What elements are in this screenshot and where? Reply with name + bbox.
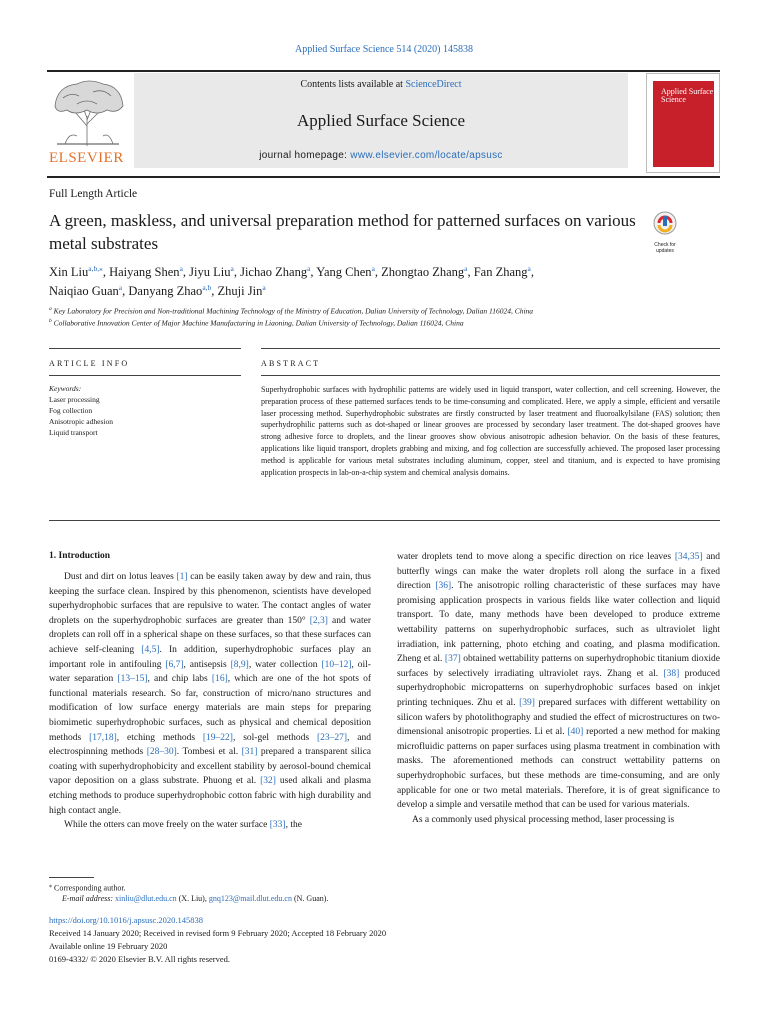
author-list: Xin Liu$^{a,b,⁎}$, Haiyang Shen$^a$, Jiyu Liu$^a$, Jichao Zhang$^a$, Yang Chen$^a$, Zhongtao Zhang$^a$, Fan Zhang$^a$, Naiqiao Guan$^a$, Danyang Zhao$^{a,b}$, Zhuji Jin$^a$ bbox=[49, 263, 534, 298]
citation-link[interactable]: [40] bbox=[567, 727, 584, 738]
copyright-line: 0169-4332/ © 2020 Elsevier B.V. All rights reserved. bbox=[49, 954, 231, 964]
citation-link[interactable]: [16] bbox=[211, 674, 228, 685]
citation-link[interactable]: [1] bbox=[176, 572, 188, 582]
asterisk-mark: ⁎ bbox=[49, 883, 52, 889]
email-link-guan[interactable]: gnq123@mail.dlut.edu.cn bbox=[208, 894, 292, 903]
keywords-label: Keywords: bbox=[49, 384, 82, 393]
citation-link[interactable]: [36] bbox=[435, 581, 452, 592]
author-name[interactable]: Haiyang Shen bbox=[109, 265, 180, 279]
abstract-rule bbox=[261, 375, 720, 376]
corresponding-text: Corresponding author. bbox=[54, 883, 126, 893]
body-column-left bbox=[49, 570, 371, 833]
author-affiliation-mark[interactable]: a bbox=[464, 263, 468, 273]
check-updates-icon bbox=[648, 210, 682, 238]
affiliation-b-text: Collaborative Innovation Center of Major Machine Manufacturing in Liaoning, Dalian University of Technology, Dalian 116024, China bbox=[53, 318, 464, 328]
journal-cover-thumbnail[interactable] bbox=[646, 73, 720, 173]
email-label: E-mail address: bbox=[62, 894, 116, 903]
citation-link[interactable]: [4,5] bbox=[141, 644, 160, 655]
citation-link[interactable]: [10–12] bbox=[321, 659, 352, 670]
citation-link[interactable]: [6,7] bbox=[165, 659, 184, 670]
author-name[interactable]: Naiqiao Guan bbox=[49, 284, 119, 298]
affiliation-b bbox=[49, 318, 719, 328]
body-paragraph: Dust and dirt on lotus leaves [1] can be easily taken away by dew and rain, thus keeping the surface clean. Inspired by this phenomenon, scientists have developed superhydrophobic surfaces that are repulsive to water. The contact angles of water droplets on the superhydrophobic surfaces are greater than 150° [2,3] and water droplets can roll off in a spherical shape on these surfaces, so that these surfaces can achieve self-cleaning [4,5]. In addition, superhydrophobic surfaces play an important role in antifouling [6,7], antisepsis [8,9], water collection [10–12], oil-water separation [13–15], and chip labs [16], which are one of the hot spots of functional materials research. So far, construction of micro/nano structures and modification of low surface energy materials are main steps for preparing biomimetic superhydrophobic surfaces, such as physical and chemical deposition methods [17,18], etching methods [19–22], sol-gel methods [23–27], and electrospinning methods [28–30]. Tombesi et al. [31] prepared a transparent silica coating with superhydrophobicity and excellent stability by aerosol-bound chemical vapor deposition on a glass substrate. Phuong et al. [32] used alkali and plasma etching methods to produce superhydrophobic cotton fabric with high durability and high contact angle. bbox=[49, 572, 372, 816]
citation-link[interactable]: [17,18] bbox=[89, 732, 117, 743]
journal-homepage-line bbox=[134, 150, 628, 161]
article-info-rule bbox=[49, 375, 241, 376]
affiliation-a-mark: a bbox=[49, 306, 52, 312]
author-name[interactable]: Xin Liu bbox=[49, 265, 89, 279]
homepage-prefix: journal homepage: bbox=[259, 150, 351, 161]
author-name[interactable]: Yang Chen bbox=[316, 265, 372, 279]
check-updates-label: Check for updates bbox=[654, 242, 676, 254]
article-info-rule-top bbox=[49, 348, 241, 349]
author-name[interactable]: Zhuji Jin bbox=[217, 284, 263, 298]
citation-link[interactable]: [19–22] bbox=[202, 732, 233, 743]
author-affiliation-mark[interactable]: a,b bbox=[202, 282, 212, 292]
header-top-rule bbox=[47, 70, 720, 72]
citation-link[interactable]: [13–15] bbox=[117, 674, 148, 685]
citation-link[interactable]: [2,3] bbox=[309, 615, 328, 626]
author-name[interactable]: Danyang Zhao bbox=[128, 284, 203, 298]
author-name[interactable]: Zhongtao Zhang bbox=[381, 265, 465, 279]
abstract-label: ABSTRACT bbox=[261, 359, 321, 368]
header-bottom-rule bbox=[47, 176, 720, 178]
journal-name: Applied Surface Science bbox=[296, 111, 466, 130]
homepage-link[interactable]: www.elsevier.com/locate/apsusc bbox=[350, 150, 503, 161]
author-affiliation-mark[interactable]: a bbox=[307, 263, 311, 273]
available-online-date: Available online 19 February 2020 bbox=[49, 941, 168, 951]
email-link-liu[interactable]: xinliu@dlut.edu.cn bbox=[115, 894, 177, 903]
citation-link[interactable]: [37] bbox=[444, 654, 461, 665]
citation-link[interactable]: [32] bbox=[260, 776, 276, 787]
author-affiliation-mark[interactable]: a bbox=[118, 282, 123, 292]
body-column-right bbox=[397, 550, 720, 827]
author-affiliation-mark[interactable]: a bbox=[371, 263, 375, 273]
body-paragraph: While the otters can move freely on the water surface [33], the bbox=[64, 820, 302, 831]
contents-available-line bbox=[134, 79, 628, 90]
body-paragraph: As a commonly used physical processing method, laser processing is bbox=[412, 814, 675, 825]
elsevier-wordmark: ELSEVIER bbox=[49, 150, 124, 166]
author-affiliation-mark[interactable]: a,b,⁎ bbox=[88, 263, 103, 273]
article-type: Full Length Article bbox=[49, 188, 138, 200]
check-for-updates-badge[interactable] bbox=[648, 210, 682, 254]
corresponding-author-note bbox=[49, 882, 126, 893]
keyword-item: Liquid transport bbox=[49, 428, 98, 437]
citation-link[interactable]: [34,35] bbox=[674, 552, 703, 562]
keyword-item: Laser processing bbox=[49, 395, 100, 404]
citation-link[interactable]: [28–30] bbox=[146, 747, 177, 758]
body-paragraph: water droplets tend to move along a specific direction on rice leaves [34,35] and butterfly wings can make the water droplets roll along the surface in a fixed direction [36]. The anisotropic rolling characteristic of these surfaces may have promising application prospects in various fields like water collection and liquid transport. To date, many methods have been developed to produce extreme wettability patterns on superhydrophobic surfaces, such as ultraviolet light irradiation, ink patterning, photo etching and coating, and plasma modification. Zheng et al. [37] obtained wettability patterns on superhydrophobic titanium dioxide surfaces by selectively irradiating ultraviolet rays. Zhang et al. [38] produced superhydrophobic micropatterns on superhydrophobic surfaces based on inkjet printing techniques. Zhu et al. [39] prepared surfaces with different wettability on silicon wafers by photolithography and studied the effect of microstructures on two-dimensional anisotropic properties. Li et al. [40] reported a new method for making microfluidic patterns on paper surfaces using plasma treatment in combination with masks. The aforementioned methods can construct wettability patterns on superhydrophobic surfaces, but these methods are time-consuming, and are only applicable for one or two metal materials. Therefore, it is of great significance to develop a simple and versatile method that can be used for various materials. bbox=[397, 552, 721, 811]
doi-link[interactable]: https://doi.org/10.1016/j.apsusc.2020.145838 bbox=[49, 915, 204, 925]
sciencedirect-link[interactable]: ScienceDirect bbox=[405, 79, 462, 90]
author-affiliation-mark[interactable]: a bbox=[179, 263, 183, 273]
received-dates: Received 14 January 2020; Received in revised form 9 February 2020; Accepted 18 February 2020 bbox=[49, 928, 387, 938]
abstract-bottom-rule bbox=[49, 520, 720, 521]
email-liu-name: (X. Liu), bbox=[176, 894, 209, 903]
journal-reference-link[interactable]: Applied Surface Science 514 (2020) 145838 bbox=[294, 44, 473, 55]
author-affiliation-mark[interactable]: a bbox=[527, 263, 531, 273]
keyword-item: Anisotropic adhesion bbox=[49, 417, 113, 426]
author-affiliation-mark[interactable]: a bbox=[262, 282, 266, 292]
author-name[interactable]: Jichao Zhang bbox=[240, 265, 308, 279]
abstract-rule-top bbox=[261, 348, 720, 349]
keyword-item: Fog collection bbox=[49, 406, 93, 415]
email-note bbox=[62, 894, 328, 903]
section-heading-introduction: 1. Introduction bbox=[49, 551, 111, 561]
citation-link[interactable]: [8,9] bbox=[230, 659, 249, 670]
cover-title: Applied Surface Science bbox=[661, 87, 714, 104]
author-name[interactable]: Jiyu Liu bbox=[189, 265, 231, 279]
citation-link[interactable]: [38] bbox=[663, 668, 680, 679]
abstract-text: Superhydrophobic surfaces with hydrophilic patterns are widely used in liquid transport, water collection, and cell screening. However, the preparation process of these patterned surfaces tends to be time-consuming and complicated. Here, we apply a simple, efficient and versatile laser processing method. Superhydrophobic substrates are firstly constructed by laser treatment and fluoroalkylsilane (FAS) solution; then superhydrophilic patterns such as dot-shaped or linear grooves are processed by secondary laser treatment. The dot-shaped grooves have strong adhesive force to droplets, and the linear grooves show obvious anisotropic adhesion behavior. On the basis of these features, applications like liquid transport, droplets grabbing and mixing, and fog collection are successfully achieved. The proposed laser processing method is applicable for various metal substrates including aluminum, copper, steel and titanium, and is expected to have promising application prospects in lab-on-a-chip system and chemical analysis domains. bbox=[261, 385, 720, 477]
affiliation-a-text: Key Laboratory for Precision and Non-traditional Machining Technology of the Ministry of Education, Dalian University of Technology, Dalian 116024, China bbox=[53, 306, 534, 316]
affiliation-a bbox=[49, 306, 719, 316]
citation-link[interactable]: [39] bbox=[519, 697, 535, 708]
author-name[interactable]: Fan Zhang bbox=[473, 265, 528, 279]
citation-link[interactable]: [23–27] bbox=[316, 732, 348, 743]
article-title: A green, maskless, and universal preparation method for patterned surfaces on various metal substrates bbox=[49, 211, 636, 253]
citation-link[interactable]: [33] bbox=[269, 820, 286, 831]
footnote-rule bbox=[49, 877, 94, 878]
contents-prefix: Contents lists available at bbox=[300, 79, 406, 90]
affiliation-b-mark: b bbox=[49, 318, 52, 324]
author-affiliation-mark[interactable]: a bbox=[230, 263, 234, 273]
email-guan-name: (N. Guan). bbox=[291, 894, 329, 903]
article-info-label: ARTICLE INFO bbox=[49, 359, 130, 368]
citation-link[interactable]: [31] bbox=[241, 747, 258, 758]
